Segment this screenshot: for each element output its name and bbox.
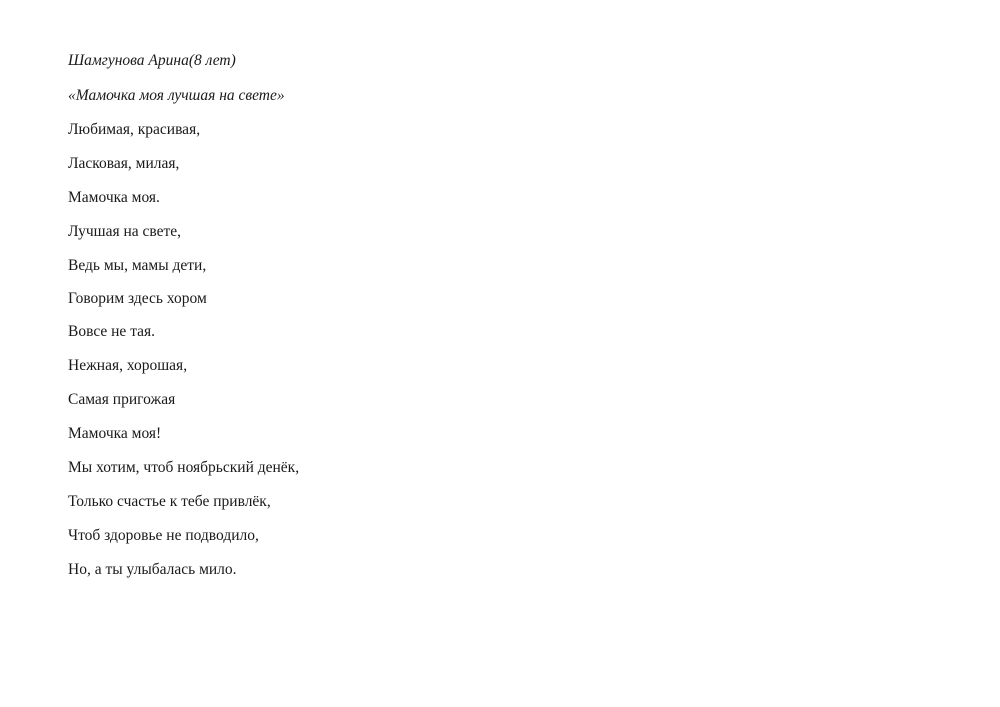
poem-line: Лучшая на свете,	[68, 223, 182, 240]
poem-line: Только счастье к тебе привлёк,	[68, 493, 271, 510]
poem-line: Ведь мы, мамы дети,	[68, 257, 207, 274]
poem-line: Чтоб здоровье не подводило,	[68, 527, 259, 544]
poem-line: Нежная, хорошая,	[68, 357, 188, 374]
poem-line: Но, а ты улыбалась мило.	[68, 561, 237, 578]
poem-title: «Мамочка моя лучшая на свете»	[68, 87, 285, 104]
poem-line: Ласковая, милая,	[68, 155, 180, 172]
poem-line: Мы хотим, чтоб ноябрьский денёк,	[68, 459, 300, 476]
author-line: Шамгунова Арина(8 лет)	[68, 52, 236, 69]
poem-line: Самая пригожая	[68, 391, 176, 408]
poem-line: Говорим здесь хором	[68, 290, 207, 307]
poem-line: Мамочка моя!	[68, 425, 162, 442]
poem-line: Любимая, красивая,	[68, 121, 201, 138]
poem-line: Вовсе не тая.	[68, 323, 156, 340]
poem-line: Мамочка моя.	[68, 189, 160, 206]
